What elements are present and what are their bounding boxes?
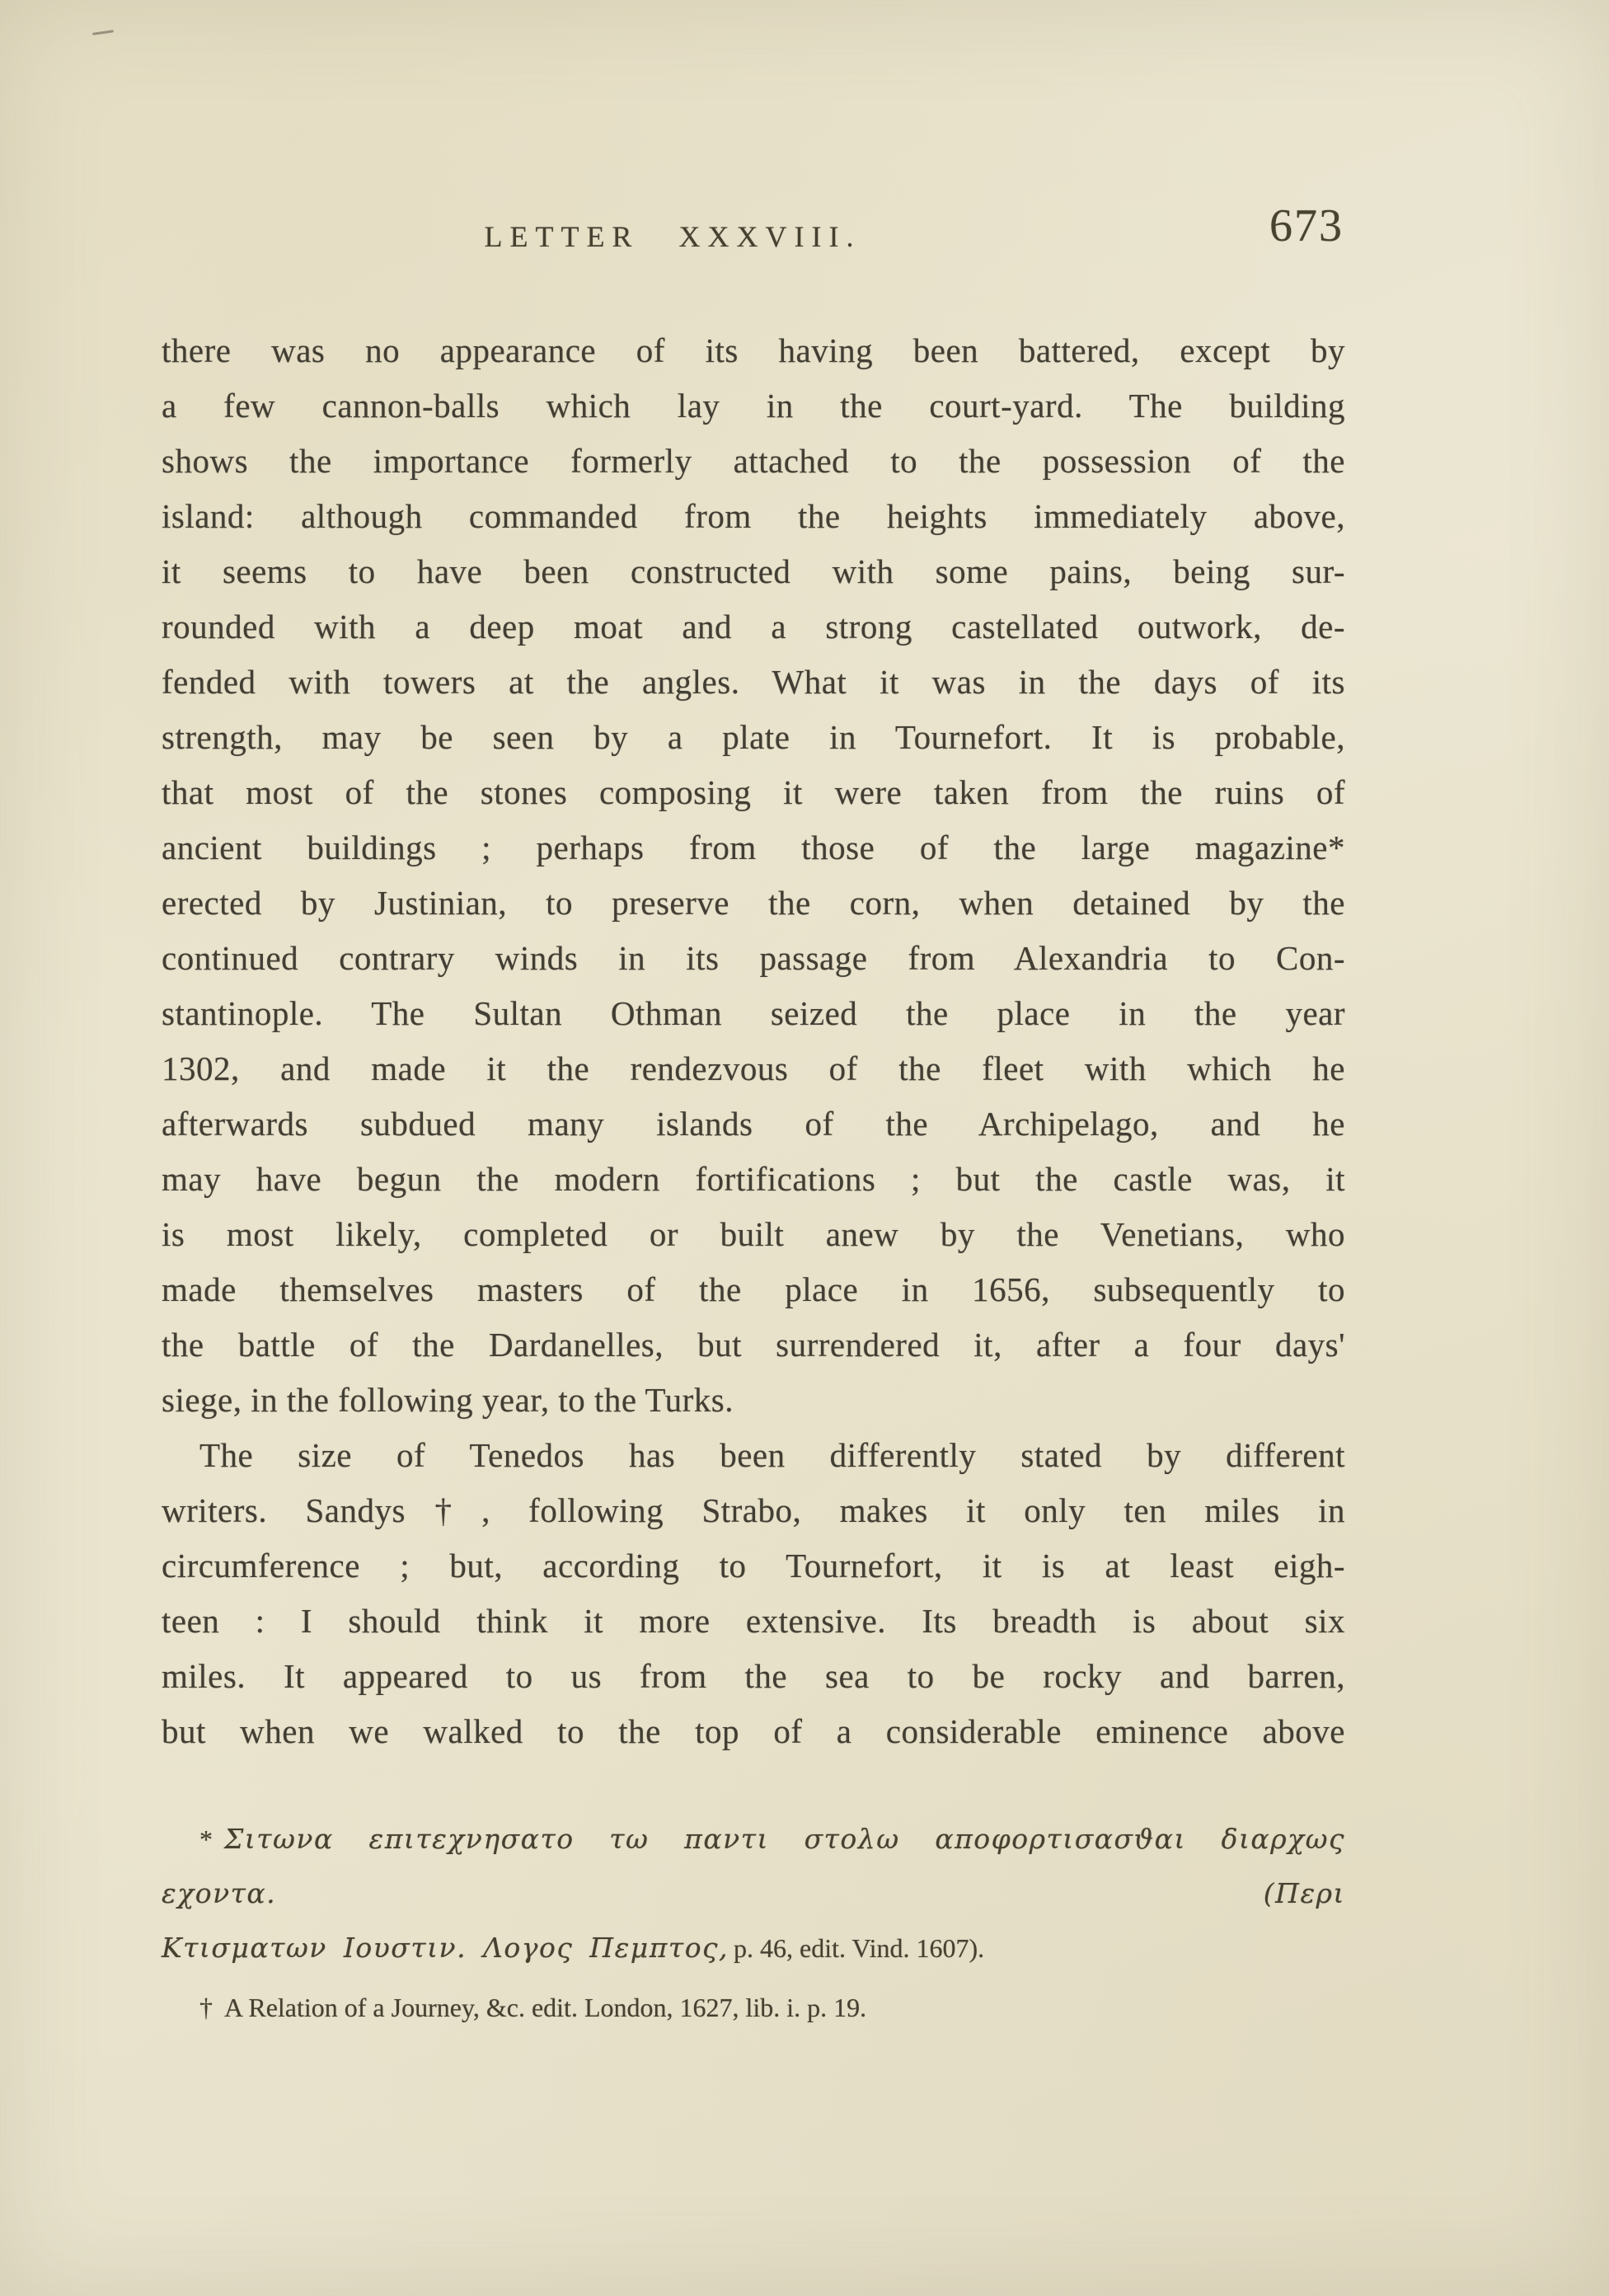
text-line: teen : I should think it more extensive. Its breadth is about six [162, 1602, 1345, 1640]
text-line: erected by Justinian, to preserve the corn, when detained by the [162, 884, 1345, 922]
footnote-latin-text: p. 46, edit. Vind. 1607). [734, 1933, 985, 1963]
text-line: shows the importance formerly attached to the possession of the [162, 442, 1345, 480]
text-line: afterwards subdued many islands of the Archipelago, and he [162, 1105, 1345, 1143]
footnote-greek-text: Κτισματων Ιουστιν. Λογος Πεμπτος, [162, 1932, 729, 1964]
text-line: fended with towers at the angles. What it was in the days of its [162, 663, 1345, 701]
page-number: 673 [1269, 200, 1344, 251]
text-line: island: although commanded from the heights immediately above, [162, 497, 1345, 535]
running-head: LETTER XXXVIII. [484, 220, 861, 253]
paragraph-1 [162, 323, 1345, 1428]
text-line: circumference ; but, according to Tournefort, it is at least eigh- [162, 1547, 1345, 1585]
footnote-greek-text: Σιτωνα επιτεχνησατο τω παντι στολω αποφορτισασϑαι διαρχως εχοντα. (Περι [162, 1823, 1345, 1909]
footnote-latin-text: A Relation of a Journey, &c. edit. London, 1627, lib. i. p. 19. [224, 1993, 867, 2022]
text-line: a few cannon-balls which lay in the court-yard. The building [162, 387, 1345, 425]
text-line: The size of Tenedos has been differently stated by different [199, 1436, 1345, 1474]
footnote-2 [162, 1980, 1345, 2035]
text-line: siege, in the following year, to the Turks. [162, 1381, 734, 1419]
footnotes [162, 1812, 1345, 2035]
paragraph-2 [162, 1428, 1345, 1759]
text-line: but when we walked to the top of a considerable eminence above [162, 1712, 1345, 1750]
text-line: the battle of the Dardanelles, but surrendered it, after a four days' [162, 1326, 1345, 1364]
text-line: is most likely, completed or built anew by the Venetians, who [162, 1215, 1345, 1253]
pencil-mark [92, 30, 114, 35]
footnote-1-line-2 [162, 1921, 1345, 1975]
asterisk-footnote-marker: * [199, 1824, 213, 1854]
text-line: continued contrary winds in its passage from Alexandria to Con- [162, 939, 1345, 977]
text-line: strength, may be seen by a plate in Tournefort. It is probable, [162, 718, 1345, 756]
text-line: writers. Sandys†, following Strabo, makes it only ten miles in [162, 1491, 1345, 1529]
text-line: it seems to have been constructed with some pains, being sur- [162, 552, 1345, 590]
text-line: made themselves masters of the place in 1656, subsequently to [162, 1270, 1345, 1308]
footnote-1-line-1 [162, 1812, 1345, 1921]
text-line: may have begun the modern fortifications ; but the castle was, it [162, 1160, 1345, 1198]
body-text [162, 323, 1345, 1759]
dagger-footnote-marker: † [199, 1993, 213, 2022]
text-line: rounded with a deep moat and a strong castellated outwork, de- [162, 608, 1345, 646]
text-line: ancient buildings ; perhaps from those of the large magazine* [162, 829, 1345, 866]
text-line: that most of the stones composing it were taken from the ruins of [162, 773, 1345, 811]
text-line: there was no appearance of its having been battered, except by [162, 331, 1345, 369]
text-line: stantinople. The Sultan Othman seized the place in the year [162, 994, 1345, 1032]
text-line: miles. It appeared to us from the sea to be rocky and barren, [162, 1657, 1345, 1695]
text-line: 1302, and made it the rendezvous of the fleet with which he [162, 1049, 1345, 1087]
